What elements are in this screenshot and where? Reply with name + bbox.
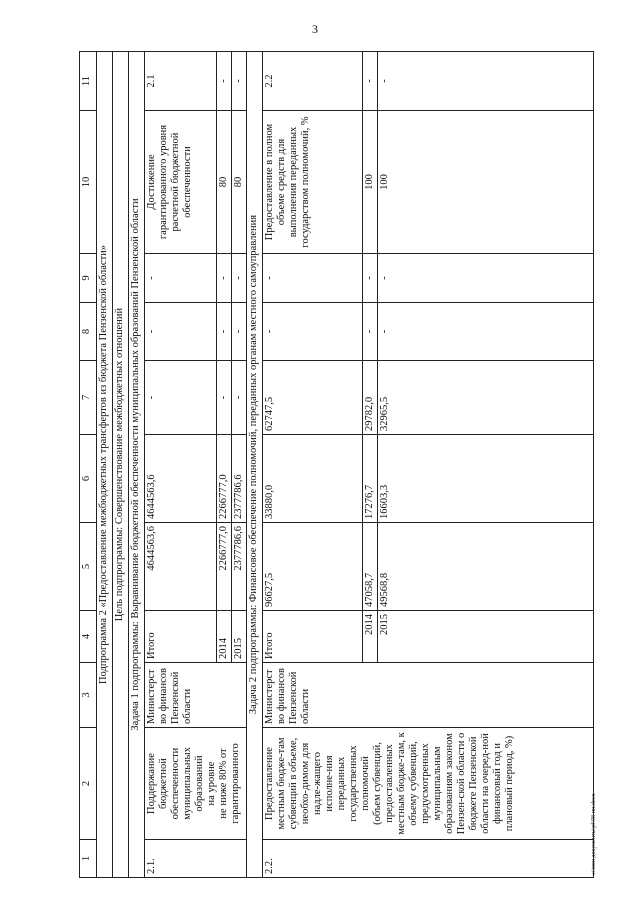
page-number: 3	[312, 22, 318, 36]
amount-cell: 2266777,0	[217, 523, 232, 611]
measure-name-tail: (объем субвенций, предоставленных местным бюдже-там, к объему субвенций, предусмотренных муниципальным образованиям законом Пензен-ской области о бюджете Пензенской области на очеред-ной финансовый год и плановый период, %)	[372, 732, 515, 835]
measure-name-tail: на уровне	[206, 761, 217, 806]
year-cell: Итого	[145, 611, 217, 663]
table-row	[145, 52, 217, 878]
amount-cell: -	[263, 303, 363, 361]
year-cell: 2014	[217, 611, 232, 663]
executor: Министерство финансов Пензенской области	[263, 663, 594, 728]
row-number: 2.1.	[145, 840, 247, 878]
indicator-cell: Предоставление в полном объеме средств для выполнения переданных государством полномочий, %	[263, 111, 363, 254]
amount-cell: -	[378, 254, 594, 303]
task2-title: Задача 2 подпрограммы: Финансовое обеспечение полномочий, переданных органам местного самоуправления	[247, 52, 263, 878]
indicator-number: -	[232, 52, 247, 111]
amount-cell: 33880,0	[263, 435, 363, 523]
indicator-number: 2.1	[145, 52, 217, 111]
year-cell: 2014	[363, 611, 378, 663]
col-header: 2	[80, 728, 97, 840]
subprogram-title: Подпрограмма 2 «Предоставление межбюджетных трансфертов из бюджета Пензенской области»	[97, 52, 113, 878]
amount-cell: 47058,7	[363, 523, 378, 611]
measure-name-tail: полномочий	[360, 756, 371, 811]
amount-cell: 96627,5	[263, 523, 363, 611]
col-header: 10	[80, 111, 97, 254]
indicator-cell: 100	[378, 111, 594, 254]
amount-cell: -	[145, 303, 217, 361]
amount-cell: 2266777,0	[217, 435, 232, 523]
amount-cell: 4644563,6	[145, 523, 217, 611]
task1-title: Задача 1 подпрограммы: Выравнивание бюджетной обеспеченности муниципальных образований Пензенской области	[129, 52, 145, 878]
amount-cell: 49568,8	[378, 523, 594, 611]
indicator-cell: 80	[232, 111, 247, 254]
indicator-number: -	[217, 52, 232, 111]
column-number-row	[80, 52, 97, 878]
amount-cell: -	[232, 361, 247, 435]
col-header: 1	[80, 840, 97, 878]
amount-cell: -	[145, 361, 217, 435]
measure-name	[145, 728, 247, 840]
indicator-cell: 100	[363, 111, 378, 254]
amount-cell: 32965,5	[378, 361, 594, 435]
amount-cell: -	[363, 303, 378, 361]
executor: Министерство финансов Пензенской области	[145, 663, 247, 728]
col-header: 7	[80, 361, 97, 435]
year-cell: 2015	[378, 611, 594, 663]
rotated-table-page	[79, 52, 633, 878]
amount-cell: -	[363, 254, 378, 303]
col-header: 11	[80, 52, 97, 111]
amount-cell: 16603,3	[378, 435, 594, 523]
measure-name-main: Предоставление местным бюдже-там субвенций в объеме, необхо-димом для надле-жащего исполне-ния переданных государственных	[264, 737, 359, 830]
col-header: 8	[80, 303, 97, 361]
amount-cell: -	[145, 254, 217, 303]
amount-cell: -	[232, 303, 247, 361]
amount-cell: 17276,7	[363, 435, 378, 523]
amount-cell: -	[217, 361, 232, 435]
measure-name-main: Поддержание бюджетной обеспеченности муниципальных образований	[146, 747, 205, 820]
col-header: 3	[80, 663, 97, 728]
amount-cell: -	[232, 254, 247, 303]
table-row	[263, 52, 363, 878]
col-header: 6	[80, 435, 97, 523]
indicator-number: -	[363, 52, 378, 111]
amount-cell: 4644563,6	[145, 435, 217, 523]
indicator-cell: Достижение гарантированного уровня расчетной бюджетной обеспеченности	[145, 111, 217, 254]
measure-name	[263, 728, 594, 840]
indicator-number: -	[378, 52, 594, 111]
amount-cell: 2377786,6	[232, 523, 247, 611]
indicator-cell: 80	[217, 111, 232, 254]
col-header: 9	[80, 254, 97, 303]
amount-cell: -	[217, 254, 232, 303]
footer-file-path: c:\мои документы\pf\98-пп.docx	[591, 793, 597, 875]
year-cell: 2015	[232, 611, 247, 663]
col-header: 5	[80, 523, 97, 611]
amount-cell: -	[378, 303, 594, 361]
col-header: 4	[80, 611, 97, 663]
amount-cell: 62747,5	[263, 361, 363, 435]
amount-cell: 2377786,6	[232, 435, 247, 523]
indicator-number: 2.2	[263, 52, 363, 111]
amount-cell: 29782,0	[363, 361, 378, 435]
goal-title: Цель подпрограммы: Совершенствование межбюджетных отношений	[113, 52, 129, 878]
measure-name-tail: не ниже 80% от гарантированного	[218, 743, 241, 824]
year-cell: Итого	[263, 611, 363, 663]
amount-cell: -	[263, 254, 363, 303]
row-number: 2.2.	[263, 840, 594, 878]
program-table	[79, 51, 594, 878]
amount-cell: -	[217, 303, 232, 361]
